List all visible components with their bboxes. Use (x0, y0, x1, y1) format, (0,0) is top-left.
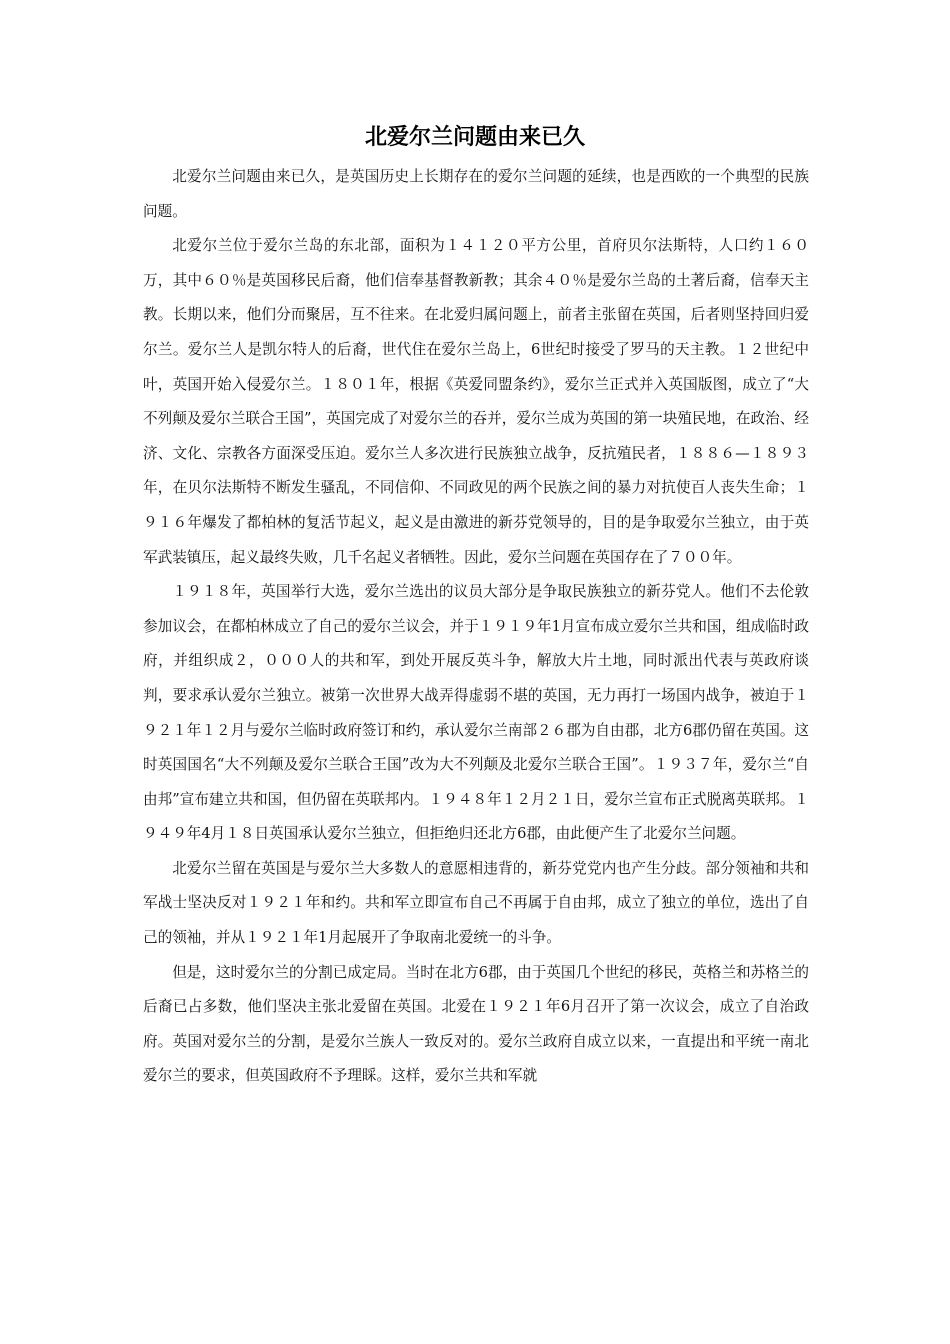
paragraph-2: 北爱尔兰位于爱尔兰岛的东北部，面积为１４１２０平方公里，首府贝尔法斯特，人口约１６０万，其中６０％是英国移民后裔，他们信奉基督教新教；其余４０％是爱尔兰岛的土著后裔，信奉天主教。长期以来，他们分而聚居，互不往来。在北爱归属问题上，前者主张留在英国，后者则坚持回归爱尔兰。爱尔兰人是凯尔特人的后裔，世代住在爱尔兰岛上，6世纪时接受了罗马的天主教。１２世纪中叶，英国开始入侵爱尔兰。１８０１年，根据《英爱同盟条约》，爱尔兰正式并入英国版图，成立了“大不列颠及爱尔兰联合王国”，英国完成了对爱尔兰的吞并，爱尔兰成为英国的第一块殖民地，在政治、经济、文化、宗教各方面深受压迫。爱尔兰人多次进行民族独立战争，反抗殖民者，１８８６—１８９３年，在贝尔法斯特不断发生骚乱，不同信仰、不同政见的两个民族之间的暴力对抗使百人丧失生命；１９１６年爆发了都柏林的复活节起义，起义是由激进的新芬党领导的，目的是争取爱尔兰独立，由于英军武装镇压，起义最终失败，几千名起义者牺牲。因此，爱尔兰问题在英国存在了７００年。 (143, 237, 809, 566)
paragraph-3: １９１８年，英国举行大选，爱尔兰选出的议员大部分是争取民族独立的新芬党人。他们不去伦敦参加议会，在都柏林成立了自己的爱尔兰议会，并于１９１９年1月宣布成立爱尔兰共和国，组成临时政府，并组织成２，０００人的共和军，到处开展反英斗争，解放大片土地，同时派出代表与英政府谈判，要求承认爱尔兰独立。被第一次世界大战弄得虚弱不堪的英国，无力再打一场国内战争，被迫于１９２１年１２月与爱尔兰临时政府签订和约，承认爱尔兰南部２６郡为自由郡，北方6郡仍留在英国。这时英国国名“大不列颠及爱尔兰联合王国”改为大不列颠及北爱尔兰联合王国”。１９３７年，爱尔兰“自由邦”宣布建立共和国，但仍留在英联邦内。１９４８年１２月２１日，爱尔兰宣布正式脱离英联邦。１９４９年4月１８日英国承认爱尔兰独立，但拒绝归还北方6郡，由此便产生了北爱尔兰问题。 (143, 583, 810, 843)
paragraph-1: 北爱尔兰问题由来已久，是英国历史上长期存在的爱尔兰问题的延续，也是西欧的一个典型的民族问题。 (143, 168, 809, 220)
document-title: 北爱尔兰问题由来已久 (364, 124, 585, 150)
document-body (143, 160, 809, 1094)
paragraph-5: 但是，这时爱尔兰的分割已成定局。当时在北方6郡，由于英国几个世纪的移民，英格兰和苏格兰的后裔已占多数，他们坚决主张北爱留在英国。北爱在１９２１年6月召开了第一次议会，成立了自治政府。英国对爱尔兰的分割，是爱尔兰族人一致反对的。爱尔兰政府自成立以来，一直提出和平统一南北爱尔兰的要求，但英国政府不予理睬。这样，爱尔兰共和军就 (143, 963, 810, 1085)
paragraph-4: 北爱尔兰留在英国是与爱尔兰大多数人的意愿相违背的，新芬党党内也产生分歧。部分领袖和共和军战士坚决反对１９２１年和约。共和军立即宣布自己不再属于自由邦，成立了独立的单位，选出了自己的领袖，并从１９２１年1月起展开了争取南北爱统一的斗争。 (143, 859, 809, 947)
